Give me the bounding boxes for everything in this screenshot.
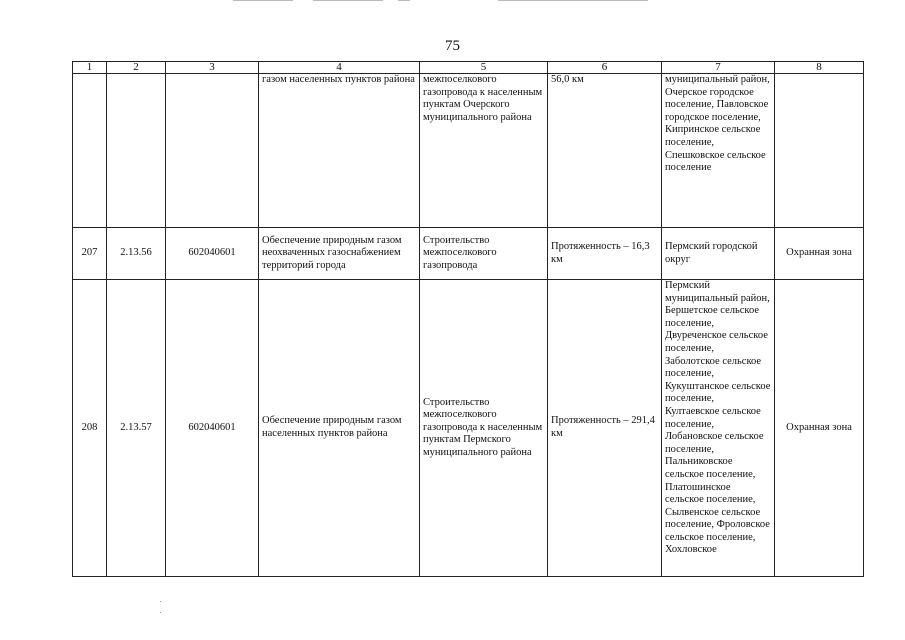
cell-purpose: газом населенных пунктов района	[259, 74, 420, 228]
header-col-2: 2	[107, 62, 166, 74]
cell-object: межпоселкового газопровода к населенным пунктам Очерского муниципального района	[420, 74, 548, 228]
cell-zone: Охранная зона	[775, 280, 864, 577]
cell-id	[166, 74, 259, 228]
header-col-5: 5	[420, 62, 548, 74]
cell-object: Строительство межпоселкового газопровода	[420, 228, 548, 280]
cell-object: Строительство межпоселкового газопровода к населенным пунктам Пермского муниципального района	[420, 280, 548, 577]
cell-number	[73, 74, 107, 228]
cell-location: муниципальный район, Очерское городское поселение, Павловское городское поселение, Кипринское сельское поселение, Спешковское сельское поселение	[662, 74, 775, 228]
table-row	[73, 74, 864, 228]
scan-artifact-lines	[0, 0, 905, 6]
cell-number: 207	[73, 228, 107, 280]
page-number: 75	[445, 38, 460, 54]
data-table	[72, 61, 864, 577]
cell-purpose: Обеспечение природным газом населенных пунктов района	[259, 280, 420, 577]
header-col-6: 6	[548, 62, 662, 74]
header-col-1: 1	[73, 62, 107, 74]
cell-code: 2.13.57	[107, 280, 166, 577]
cell-location: Пермский городской округ	[662, 228, 775, 280]
cell-number: 208	[73, 280, 107, 577]
header-col-8: 8	[775, 62, 864, 74]
cell-characteristics: Протяженность – 16,3 км	[548, 228, 662, 280]
header-col-7: 7	[662, 62, 775, 74]
cell-zone	[775, 74, 864, 228]
table-row	[73, 228, 864, 280]
cell-characteristics: 56,0 км	[548, 74, 662, 228]
header-row	[73, 62, 864, 74]
cell-location: Пермский муниципальный район, Бершетское сельское поселение, Двуреченское сельское поселение, Заболотское сельское поселение, Кукуштанское сельское поселение, Култаевское сельское поселение, Лобановское сельское поселение, Пальниковское сельское поселение, Платошинское сельское поселение, Сылвенское сельское поселение, Фроловское сельское поселение, Хохловское	[662, 280, 775, 577]
scan-speck	[160, 612, 161, 613]
table-row	[73, 280, 864, 577]
cell-id: 602040601	[166, 280, 259, 577]
scan-speck	[160, 601, 161, 602]
cell-characteristics: Протяженность – 291,4 км	[548, 280, 662, 577]
cell-zone: Охранная зона	[775, 228, 864, 280]
cell-id: 602040601	[166, 228, 259, 280]
header-col-3: 3	[166, 62, 259, 74]
cell-code	[107, 74, 166, 228]
cell-code: 2.13.56	[107, 228, 166, 280]
cell-purpose: Обеспечение природным газом неохваченных газоснабжением территорий города	[259, 228, 420, 280]
header-col-4: 4	[259, 62, 420, 74]
